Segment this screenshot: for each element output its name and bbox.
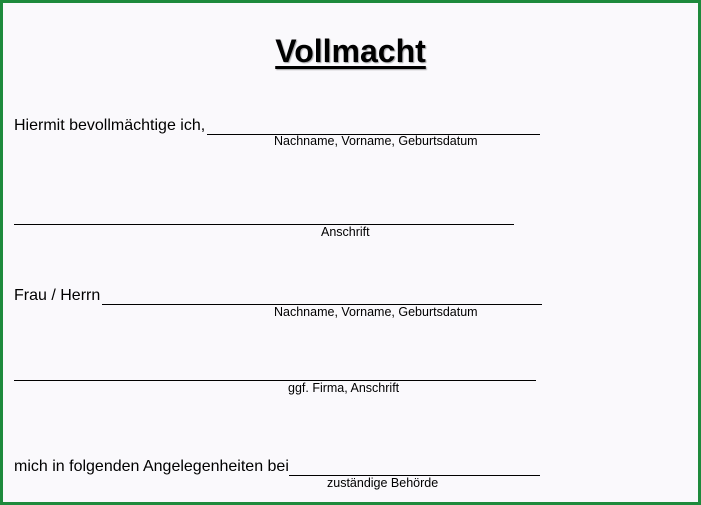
principal-name-caption: Nachname, Vorname, Geburtsdatum — [274, 134, 478, 148]
agent-address-field[interactable] — [14, 364, 536, 381]
principal-name-row — [14, 117, 540, 135]
agent-name-field[interactable] — [102, 288, 542, 305]
agent-address-row — [14, 364, 536, 381]
principal-address-caption: Anschrift — [321, 225, 370, 239]
page-title: Vollmacht — [275, 33, 426, 69]
agent-name-row — [14, 287, 542, 305]
principal-address-row — [14, 208, 514, 225]
authority-label: mich in folgenden Angelegenheiten bei — [14, 458, 289, 475]
agent-address-caption: ggf. Firma, Anschrift — [288, 381, 400, 395]
authority-field[interactable] — [289, 459, 540, 476]
principal-label: Hiermit bevollmächtige ich, — [14, 117, 206, 134]
agent-label: Frau / Herrn — [14, 287, 101, 304]
authority-caption: zuständige Behörde — [327, 476, 439, 490]
authority-row — [14, 458, 540, 476]
agent-name-caption: Nachname, Vorname, Geburtsdatum — [274, 305, 478, 319]
principal-name-field[interactable] — [207, 118, 540, 135]
principal-address-field[interactable] — [14, 208, 514, 225]
